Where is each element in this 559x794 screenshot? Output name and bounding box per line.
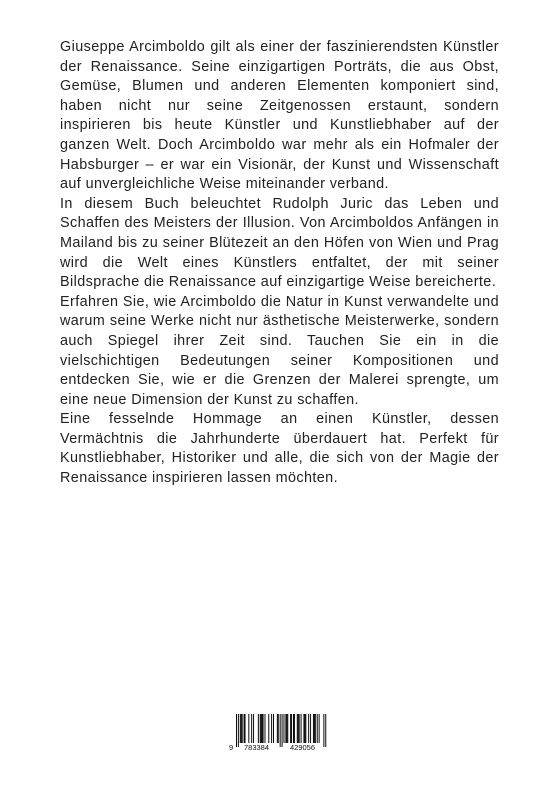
barcode-bar: [294, 714, 295, 743]
barcode-digits-right: 429056: [290, 743, 316, 752]
barcode-bar: [248, 714, 249, 743]
barcode-bar: [253, 714, 254, 743]
barcode-bar: [315, 714, 316, 743]
barcode-bar: [258, 714, 259, 743]
barcode-bar: [241, 714, 242, 743]
barcode-bar: [260, 714, 261, 743]
barcode-bar: [298, 714, 299, 743]
barcode-bar: [273, 714, 274, 743]
blurb-paragraph-4: Eine fesselnde Hommage an einen Künstler, dessen Vermächtnis die Jahrhunderte überdauert hat. Perfekt für Kunstliebhaber, Historiker und alle, die sich von der Magie der Renaissance inspirieren lassen möchten.: [60, 411, 499, 487]
barcode-bar: [261, 714, 262, 743]
blurb-text: [60, 38, 499, 489]
barcode-bar: [286, 714, 287, 743]
barcode-bar: [293, 714, 294, 743]
isbn-barcode: [228, 713, 331, 754]
barcode-bar: [262, 714, 263, 743]
barcode-bar: [245, 714, 246, 743]
barcode-bar: [299, 714, 300, 743]
barcode-bar: [313, 714, 314, 743]
blurb-paragraph-2: In diesem Buch beleuchtet Rudolph Juric das Leben und Schaffen des Meisters der Illusion. Von Arcimboldos Anfängen in Mailand bis zu seiner Blütezeit an den Höfen von Wien und Prag wird die Welt eines Künstlers entfaltet, der mit seiner Bildsprache die Renaissance auf einzigartige Weise bereicherte.: [60, 195, 499, 291]
barcode-bar: [265, 714, 266, 743]
barcode-bar: [284, 714, 285, 743]
barcode-bar: [240, 714, 241, 743]
barcode-bar: [285, 714, 286, 743]
barcode-bar: [291, 714, 292, 743]
barcode-bar: [319, 714, 320, 743]
barcode-bar: [304, 714, 305, 743]
blurb-paragraph-3: Erfahren Sie, wie Arcimboldo die Natur in Kunst verwandelte und warum seine Werke nicht nur ästhetische Meisterwerke, sondern auch Spiegel ihrer Zeit sind. Tauchen Sie ein in die vielschichtigen Bedeutungen seiner Kompositionen und entdecken Sie, wie er die Grenzen der Malerei sprengte, um eine neue Dimension der Kunst zu schaffen.: [60, 293, 499, 408]
barcode-bar: [314, 714, 315, 743]
barcode-bar: [301, 714, 302, 743]
barcode-digits-left: 783384: [244, 743, 270, 752]
barcode-bar: [317, 714, 318, 743]
blurb-paragraph-1: Giuseppe Arcimboldo gilt als einer der faszinierendsten Künstler der Renaissance. Seine einzigartigen Porträts, die aus Obst, Gemüse, Blumen und anderen Elementen komponiert sind, haben nicht nur seine Zeitgenossen erstaunt, sondern inspirieren bis heute Künstler und Kunstliebhaber auf der ganzen Welt. Doch Arcimboldo war mehr als ein Hofmaler der Habsburger – er war ein Visionär, der Kunst und Wissenschaft auf unvergleichliche Weise miteinander verband.: [60, 39, 499, 193]
barcode-bar: [290, 714, 291, 743]
barcode-bar: [244, 714, 245, 743]
barcode-bar: [310, 714, 311, 743]
barcode-bar: [297, 714, 298, 743]
barcode-bar: [271, 714, 272, 743]
barcode-bar: [263, 714, 264, 743]
barcode-bar: [251, 714, 252, 743]
barcode-bar: [287, 714, 288, 743]
barcode-number: [228, 743, 331, 753]
barcode-bar: [277, 714, 278, 743]
barcode-bar: [242, 714, 243, 743]
barcode-bar: [305, 714, 306, 743]
barcode-bar: [278, 714, 279, 743]
barcode-digit-lead: 9: [229, 743, 234, 752]
barcode-bar: [308, 714, 309, 743]
barcode-bar: [268, 714, 269, 743]
barcode-bar: [303, 714, 304, 743]
